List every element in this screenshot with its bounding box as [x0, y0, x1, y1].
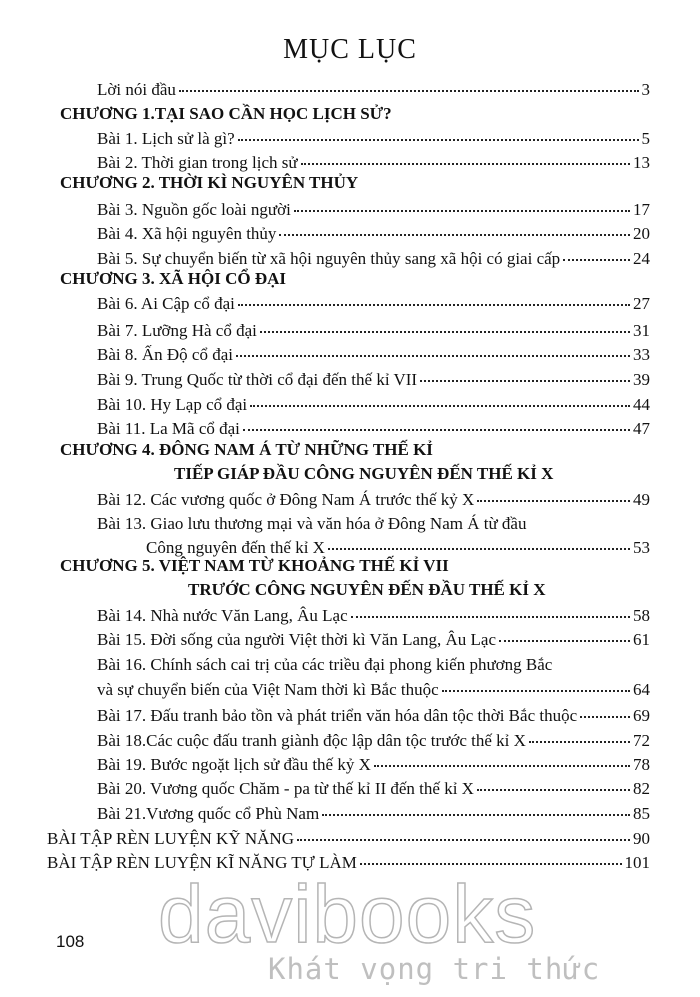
- toc-entry-lesson-17: [97, 706, 650, 726]
- toc-entry-page: 72: [633, 731, 650, 750]
- toc-entry-page: 33: [633, 345, 650, 364]
- dot-leader: [260, 330, 630, 333]
- toc-entry-page: 31: [633, 321, 650, 340]
- dot-leader: [374, 764, 630, 767]
- toc-entry-exercise-1: [47, 829, 650, 849]
- toc-entry-lesson-16: [97, 680, 650, 700]
- chapter-4-heading-line-2: TIẾP GIÁP ĐẦU CÔNG NGUYÊN ĐẾN THẾ KỈ X: [174, 464, 554, 483]
- page-title: MỤC LỤC: [283, 34, 417, 65]
- toc-entry-lesson-21: [97, 804, 650, 824]
- toc-entry-page: 78: [633, 755, 650, 774]
- toc-entry-lesson-16-line-1: Bài 16. Chính sách cai trị của các triều đại phong kiến phương Bắc: [97, 655, 553, 674]
- toc-entry-lesson-5: [97, 249, 650, 269]
- chapter-4-heading-line-1: CHƯƠNG 4. ĐÔNG NAM Á TỪ NHỮNG THẾ KỈ: [60, 440, 433, 459]
- toc-entry-label: Bài 10. Hy Lạp cổ đại: [97, 395, 248, 414]
- page-number: 108: [56, 932, 85, 951]
- dot-leader: [322, 813, 630, 816]
- dot-leader: [297, 838, 630, 841]
- toc-entry-page: 17: [633, 200, 650, 219]
- chapter-1-heading: CHƯƠNG 1.TẠI SAO CẦN HỌC LỊCH SỬ?: [60, 104, 392, 123]
- toc-entry-lesson-14: [97, 606, 650, 626]
- toc-entry-lesson-8: [97, 345, 650, 365]
- toc-entry-lesson-13: [146, 538, 650, 558]
- toc-entry-page: 82: [633, 779, 650, 798]
- toc-entry-label: Bài 3. Nguồn gốc loài người: [97, 200, 291, 219]
- toc-entry-label: Bài 11. La Mã cổ đại: [97, 419, 240, 438]
- toc-entry-page: 85: [633, 804, 650, 823]
- toc-entry-lesson-19: [97, 755, 650, 775]
- toc-entry-label: Bài 1. Lịch sử là gì?: [97, 129, 235, 148]
- dot-leader: [328, 547, 630, 550]
- toc-entry-page: 44: [633, 395, 650, 414]
- toc-entry-lesson-13-line-1: Bài 13. Giao lưu thương mại và văn hóa ở Đông Nam Á từ đầu: [97, 514, 527, 533]
- toc-entry-lesson-1: [97, 129, 650, 149]
- toc-entry-lesson-6: [97, 294, 650, 314]
- dot-leader: [360, 862, 622, 865]
- toc-entry-page: 69: [633, 706, 650, 725]
- toc-entry-label: Bài 15. Đời sống của người Việt thời kì Văn Lang, Âu Lạc: [97, 630, 497, 649]
- toc-entry-page: 20: [633, 224, 650, 243]
- toc-entry-label: Bài 6. Ai Cập cổ đại: [97, 294, 235, 313]
- toc-entry-lesson-11: [97, 419, 650, 439]
- chapter-5-heading-line-1: CHƯƠNG 5. VIỆT NAM TỪ KHOẢNG THẾ KỈ VII: [60, 556, 449, 575]
- toc-entry-label: Công nguyên đến thế kỉ X: [146, 538, 325, 557]
- dot-leader: [294, 209, 630, 212]
- toc-entry-label: Bài 4. Xã hội nguyên thủy: [97, 224, 277, 243]
- chapter-2-heading: CHƯƠNG 2. THỜI KÌ NGUYÊN THỦY: [60, 173, 359, 192]
- dot-leader: [250, 404, 630, 407]
- toc-entry-label: Bài 2. Thời gian trong lịch sử: [97, 153, 298, 172]
- dot-leader: [243, 428, 630, 431]
- dot-leader: [442, 689, 630, 692]
- toc-entry-label: Bài 17. Đấu tranh bảo tồn và phát triển văn hóa dân tộc thời Bắc thuộc: [97, 706, 578, 725]
- toc-entry-label: Bài 12. Các vương quốc ở Đông Nam Á trước thế kỷ X: [97, 490, 475, 509]
- watermark-logo: davibooks: [158, 869, 537, 960]
- toc-entry-label: Bài 7. Lưỡng Hà cổ đại: [97, 321, 257, 340]
- toc-entry-page: 101: [624, 853, 650, 872]
- toc-entry-lesson-7: [97, 321, 650, 341]
- toc-entry-label: Bài 8. Ấn Độ cổ đại: [97, 345, 233, 364]
- toc-entry-lesson-20: [97, 779, 650, 799]
- dot-leader: [580, 715, 630, 718]
- toc-entry-label: và sự chuyển biến của Việt Nam thời kì Bắc thuộc: [97, 680, 439, 699]
- toc-entry-label: Bài 5. Sự chuyển biến từ xã hội nguyên thủy sang xã hội có giai cấp: [97, 249, 561, 268]
- toc-entry-lesson-18: [97, 731, 650, 751]
- dot-leader: [238, 303, 630, 306]
- dot-leader: [563, 258, 630, 261]
- toc-entry-page: 53: [633, 538, 650, 557]
- toc-entry-page: 61: [633, 630, 650, 649]
- dot-leader: [279, 233, 630, 236]
- dot-leader: [301, 162, 630, 165]
- dot-leader: [477, 499, 630, 502]
- toc-entry-page: 13: [633, 153, 650, 172]
- toc-entry-lesson-10: [97, 395, 650, 415]
- toc-entry-lesson-12: [97, 490, 650, 510]
- toc-entry-preface: [97, 80, 650, 100]
- toc-entry-lesson-4: [97, 224, 650, 244]
- toc-entry-page: 58: [633, 606, 650, 625]
- dot-leader: [238, 138, 639, 141]
- toc-entry-page: 5: [641, 129, 650, 148]
- toc-entry-page: 49: [633, 490, 650, 509]
- toc-entry-lesson-15: [97, 630, 650, 650]
- watermark-tagline: Khát vọng tri thức: [268, 952, 601, 986]
- dot-leader: [351, 615, 630, 618]
- toc-entry-page: 47: [633, 419, 650, 438]
- dot-leader: [420, 379, 630, 382]
- toc-entry-page: 39: [633, 370, 650, 389]
- toc-entry-label: Bài 9. Trung Quốc từ thời cổ đại đến thế kỉ VII: [97, 370, 418, 389]
- dot-leader: [236, 354, 630, 357]
- toc-entry-label: Bài 14. Nhà nước Văn Lang, Âu Lạc: [97, 606, 348, 625]
- toc-entry-lesson-3: [97, 200, 650, 220]
- chapter-5-heading-line-2: TRƯỚC CÔNG NGUYÊN ĐẾN ĐẦU THẾ KỈ X: [188, 580, 546, 599]
- chapter-3-heading: CHƯƠNG 3. XÃ HỘI CỔ ĐẠI: [60, 269, 287, 288]
- toc-entry-label: Bài 20. Vương quốc Chăm - pa từ thế kỉ II đến thế kỉ X: [97, 779, 474, 798]
- toc-entry-page: 64: [633, 680, 650, 699]
- toc-entry-page: 3: [641, 80, 650, 99]
- dot-leader: [477, 788, 630, 791]
- toc-entry-lesson-2: [97, 153, 650, 173]
- toc-entry-label: BÀI TẬP RÈN LUYỆN KĨ NĂNG TỰ LÀM: [47, 853, 357, 872]
- toc-entry-label: Bài 21.Vương quốc cổ Phù Nam: [97, 804, 320, 823]
- toc-entry-lesson-9: [97, 370, 650, 390]
- toc-entry-page: 24: [633, 249, 650, 268]
- toc-entry-label: Bài 18.Các cuộc đấu tranh giành độc lập dân tộc trước thế kỉ X: [97, 731, 526, 750]
- dot-leader: [529, 740, 630, 743]
- toc-entry-label: BÀI TẬP RÈN LUYỆN KỸ NĂNG: [47, 829, 294, 848]
- dot-leader: [179, 89, 639, 92]
- toc-entry-label: Bài 19. Bước ngoặt lịch sử đầu thế kỷ X: [97, 755, 371, 774]
- toc-entry-page: 90: [633, 829, 650, 848]
- dot-leader: [499, 639, 630, 642]
- toc-entry-page: 27: [633, 294, 650, 313]
- toc-entry-label: Lời nói đầu: [97, 80, 176, 99]
